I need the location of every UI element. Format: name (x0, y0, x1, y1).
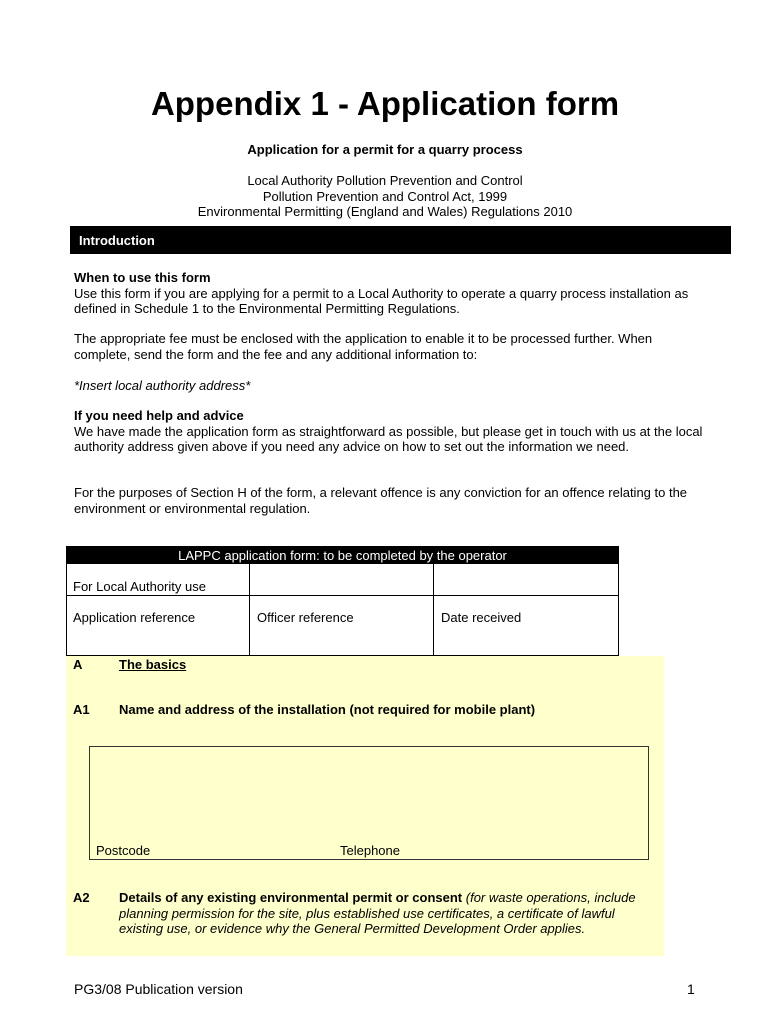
fee-text: The appropriate fee must be enclosed with the application to enable it to be processed further. When complete, send the form and the fee and any additional information to: (74, 331, 653, 362)
a2-title: Details of any existing environmental permit or consent (119, 890, 466, 905)
date-received-label: Date received (441, 610, 522, 625)
telephone-label: Telephone (340, 843, 400, 858)
officer-reference-cell[interactable] (250, 595, 434, 656)
offence-block (74, 485, 704, 516)
a2-heading (0, 890, 770, 952)
introduction-bar: Introduction (70, 226, 731, 254)
authority-line: Pollution Prevention and Control Act, 1999 (262, 188, 508, 204)
officer-reference-label: Officer reference (257, 610, 354, 625)
help-heading: If you need help and advice (74, 408, 244, 423)
la-table-row (67, 595, 618, 656)
footer-page-number: 1 (687, 981, 695, 997)
section-a-heading (0, 657, 770, 673)
form-subtitle: Application for a permit for a quarry process (247, 142, 523, 157)
fee-block (74, 331, 704, 362)
a1-title: Name and address of the installation (not required for mobile plant) (119, 702, 536, 717)
la-table-header: LAPPC application form: to be completed by the operator (67, 547, 618, 564)
section-a-number: A (73, 657, 83, 672)
a1-heading (0, 702, 770, 718)
la-use-blank-cell[interactable] (434, 564, 618, 595)
la-table-row (67, 564, 618, 596)
help-block (74, 408, 704, 455)
when-heading: When to use this form (74, 270, 211, 285)
authority-line: Environmental Permitting (England and Wales) Regulations 2010 (197, 204, 573, 219)
when-text: Use this form if you are applying for a permit to a Local Authority to operate a quarry process installation as defined in Schedule 1 to the Environmental Permitting Regulations. (74, 285, 689, 316)
footer-publication: PG3/08 Publication version (74, 981, 243, 997)
postcode-label: Postcode (96, 843, 151, 858)
la-use-label: For Local Authority use (73, 579, 206, 594)
application-reference-label: Application reference (73, 610, 196, 625)
a2-text-block (119, 890, 659, 937)
la-use-table (66, 546, 619, 656)
when-to-use-block (74, 270, 704, 317)
help-text: We have made the application form as straightforward as possible, but please get in touch with us at the local authority address given above if you need any advice on how to set out the information we need. (74, 423, 703, 454)
section-a-title: The basics (119, 657, 187, 672)
installation-address-field[interactable] (89, 746, 649, 860)
application-reference-cell[interactable] (67, 595, 250, 656)
la-use-label-cell (67, 564, 250, 595)
page-title: Appendix 1 - Application form (150, 85, 620, 122)
address-placeholder: *Insert local authority address* (74, 378, 251, 393)
a2-number: A2 (73, 890, 90, 905)
date-received-cell[interactable] (434, 595, 618, 656)
la-use-blank-cell[interactable] (250, 564, 434, 595)
offence-text: For the purposes of Section H of the form, a relevant offence is any conviction for an offence relating to the environment or environmental regulation. (74, 485, 688, 516)
a1-number: A1 (73, 702, 90, 717)
authority-line: Local Authority Pollution Prevention and Control (247, 173, 523, 188)
authority-block (0, 173, 770, 220)
a2-note: (for waste operations, include planning permission for the site, plus established use certificates, a certificate of lawful existing use, or evidence why the General Permitted Development Order applies. (119, 890, 636, 936)
